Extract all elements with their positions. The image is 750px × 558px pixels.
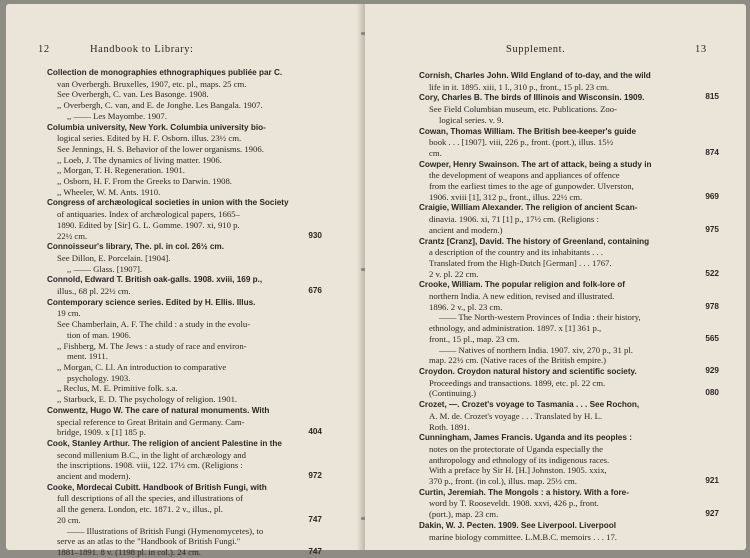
line-text: ,, —— Glass. [1907]. <box>67 263 143 274</box>
catalog-line <box>419 378 719 389</box>
entry-text-line <box>47 231 322 242</box>
catalog-line <box>47 319 322 330</box>
entry-text-line <box>419 345 719 356</box>
entry-heading-line <box>47 482 322 494</box>
line-text: 370 p., front. (in col.), illus. map. 25½ cm. <box>429 476 577 487</box>
shelf-number: 404 <box>308 427 322 437</box>
entry-text-line <box>419 258 719 269</box>
entry-text-line <box>47 308 322 319</box>
right-page <box>365 4 746 550</box>
entry-heading-line <box>47 297 322 309</box>
line-text: Cowan, Thomas William. The British bee-keeper's guide <box>419 126 637 136</box>
line-text: the development of weapons and appliances of offence <box>429 170 620 181</box>
catalog-line <box>47 176 322 187</box>
catalog-line <box>419 170 719 181</box>
entry-text-line <box>47 493 322 504</box>
catalog-line <box>47 493 322 504</box>
catalog-line <box>419 181 719 192</box>
catalog-line <box>47 241 322 253</box>
entry-text-line <box>419 148 719 159</box>
entry-text-line <box>419 104 719 115</box>
entry-text-line <box>47 209 322 220</box>
entry-text-line <box>47 253 322 264</box>
line-text: ,, Loeb, J. The dynamics of living matter. 1906. <box>57 154 222 165</box>
line-text: book . . . [1907]. viii, 226 p., front. (port.), illus. 15½ <box>429 137 614 148</box>
line-text: —— Illustrations of British Fungi (Hymenomycetes), to <box>67 525 264 536</box>
line-text: illus., 68 pl. 22½ cm. <box>57 286 131 297</box>
catalog-line <box>419 345 719 356</box>
entry-text-line <box>419 355 719 366</box>
entry-text-line <box>419 498 719 509</box>
line-text: Connold, Edward T. British oak-galls. 1908. xviii, 169 p., <box>47 275 263 285</box>
catalog-line <box>47 547 322 558</box>
entry-text-line <box>47 187 322 198</box>
left-running-title: Handbook to Library: <box>90 44 194 55</box>
right-running-title: Supplement. <box>506 44 566 55</box>
shelf-number: 874 <box>705 147 719 157</box>
line-text: ,, Starbuck, E. D. The psychology of religion. 1901. <box>57 394 238 405</box>
line-text: ,, Overbergh, C. van, and E. de Jonghe. Les Bangala. 1907. <box>57 100 263 111</box>
right-page-entries <box>419 70 719 542</box>
line-text: —— The North-western Provinces of India : their history, <box>439 312 641 323</box>
entry-text-line <box>47 362 322 373</box>
line-text: Crantz [Cranz], David. The history of Greenland, containing <box>419 236 650 246</box>
catalog-line <box>419 487 719 499</box>
entry-text-line <box>47 383 322 394</box>
catalog-line <box>47 79 322 90</box>
entry-heading-line <box>47 274 322 286</box>
shelf-number: 565 <box>705 333 719 343</box>
entry-text-line <box>419 225 719 236</box>
catalog-line <box>47 362 322 373</box>
line-text: psychology. 1903. <box>67 372 131 383</box>
line-text: Cook, Stanley Arthur. The religion of ancient Palestine in the <box>47 438 282 448</box>
line-text: ,, Morgan, C. Ll. An introduction to comparative <box>57 361 227 372</box>
catalog-line <box>419 92 719 104</box>
entry-text-line <box>419 422 719 433</box>
line-text: See Overbergh, C. van. Les Basonge. 1908. <box>57 89 209 100</box>
line-text: Columbia university, New York. Columbia university bio- <box>47 122 266 132</box>
entry-text-line <box>419 378 719 389</box>
catalog-line <box>419 70 719 82</box>
line-text: Crooke, William. The popular religion and folk-lore of <box>419 280 625 290</box>
line-text: 22½ cm. <box>57 230 88 241</box>
entry-text-line <box>47 526 322 537</box>
catalog-line <box>47 438 322 450</box>
line-text: all the genera. London, etc. 1871. 2 v., illus., pl. <box>57 504 223 515</box>
entry-text-line <box>47 417 322 428</box>
line-text: front., 15 pl., map. 23 cm. <box>429 333 520 344</box>
entry-heading-line <box>419 279 719 291</box>
entry-text-line <box>47 460 322 471</box>
catalog-line <box>47 111 322 122</box>
shelf-number: 747 <box>308 546 322 556</box>
catalog-line <box>419 104 719 115</box>
catalog-line <box>47 373 322 384</box>
entry-text-line <box>419 192 719 203</box>
line-text: See Jennings, H. S. Behavior of the lower organisms. 1906. <box>57 143 264 154</box>
catalog-line <box>47 209 322 220</box>
entry-text-line <box>419 291 719 302</box>
catalog-line <box>47 144 322 155</box>
catalog-line <box>419 432 719 444</box>
catalog-line <box>419 115 719 126</box>
entry-text-line <box>47 133 322 144</box>
catalog-line <box>47 197 322 209</box>
line-text: See Chamberlain, A. F. The child : a study in the evolu- <box>57 319 251 330</box>
catalog-line <box>419 455 719 466</box>
shelf-number: 080 <box>705 388 719 398</box>
catalog-line <box>47 100 322 111</box>
catalog-line <box>419 126 719 138</box>
line-text: With a preface by Sir H. [H.] Johnston. 1905. xxix, <box>429 465 607 476</box>
line-text: word by T. Rooseveldt. 1908. xxvi, 426 p., front. <box>429 498 599 509</box>
line-text: Crozet, —. Crozet's voyage to Tasmania . . . See Rochon, <box>419 400 640 410</box>
right-page-number: 13 <box>695 44 707 55</box>
line-text: 19 cm. <box>57 308 81 319</box>
line-text: Cornish, Charles John. Wild England of to-day, and the wild <box>419 71 651 80</box>
catalog-line <box>47 253 322 264</box>
left-page-number: 12 <box>38 44 50 55</box>
catalog-line <box>47 187 322 198</box>
line-text: Collection de monographies ethnographiques publiée par C. <box>47 68 283 77</box>
line-text: van Overbergh. Bruxelles, 1907, etc. pl., maps. 25 cm. <box>57 78 247 89</box>
catalog-line <box>47 515 322 526</box>
line-text: Craigie, William Alexander. The religion of ancient Scan- <box>419 203 638 213</box>
line-text: ,, Morgan, T. H. Regeneration. 1901. <box>57 165 185 176</box>
entry-text-line <box>47 264 322 275</box>
entry-text-line <box>47 286 322 297</box>
entry-text-line <box>47 165 322 176</box>
line-text: Cooke, Mordecai Cubitt. Handbook of British Fungi, with <box>47 482 267 492</box>
line-text: anthropology and ethnology of its indigenous races. <box>429 454 610 465</box>
catalog-line <box>419 202 719 214</box>
entry-text-line <box>419 455 719 466</box>
entry-text-line <box>47 341 322 352</box>
catalog-line <box>47 536 322 547</box>
entry-text-line <box>47 144 322 155</box>
line-text: Conwentz, Hugo W. The care of natural monuments. With <box>47 405 270 415</box>
line-text: ,, Osborn, H. F. From the Greeks to Darwin. 1908. <box>57 176 232 187</box>
line-text: ancient and modern). <box>57 471 131 482</box>
catalog-line <box>419 247 719 258</box>
line-text: a description of the country and its inhabitants . . . <box>429 247 603 258</box>
line-text: Roth. 1891. <box>429 421 470 432</box>
catalog-line <box>419 399 719 411</box>
line-text: ancient and modern.) <box>429 224 503 235</box>
catalog-line <box>419 355 719 366</box>
catalog-line <box>47 264 322 275</box>
shelf-number: 930 <box>308 230 322 240</box>
catalog-line <box>47 351 322 362</box>
catalog-line <box>419 82 719 93</box>
entry-text-line <box>47 79 322 90</box>
entry-text-line <box>47 351 322 362</box>
entry-heading-line <box>47 241 322 253</box>
catalog-line <box>47 155 322 166</box>
catalog-line <box>47 89 322 100</box>
line-text: —— Natives of northern India. 1907. xiv, 270 p., 31 pl. <box>439 344 633 355</box>
shelf-number: 978 <box>705 301 719 311</box>
catalog-line <box>419 532 719 543</box>
line-text: life in it. 1895. xiii, 1 l., 310 p., front., 15 pl. 23 cm. <box>429 81 610 92</box>
line-text: Dakin, W. J. Pecten. 1909. See Liverpool. Liverpool <box>419 520 617 530</box>
entry-text-line <box>419 465 719 476</box>
line-text: Cunningham, James Francis. Uganda and its peoples : <box>419 433 632 443</box>
line-text: ,, —— Les Mayombe. 1907. <box>67 110 167 121</box>
entry-text-line <box>47 471 322 482</box>
line-text: northern India. A new edition, revised and illustrated. <box>429 291 615 302</box>
catalog-line <box>419 148 719 159</box>
catalog-line <box>419 236 719 248</box>
entry-heading-line <box>419 432 719 444</box>
catalog-line <box>47 460 322 471</box>
line-text: bridge, 1909. x [1] 185 p. <box>57 427 146 438</box>
entry-text-line <box>419 476 719 487</box>
line-text: tion of man. 1906. <box>67 329 131 340</box>
entry-text-line <box>47 111 322 122</box>
entry-text-line <box>419 247 719 258</box>
entry-heading-line <box>47 197 322 209</box>
entry-text-line <box>419 170 719 181</box>
catalog-line <box>419 388 719 399</box>
entry-heading-line <box>47 122 322 134</box>
shelf-number: 522 <box>705 268 719 278</box>
entry-text-line <box>47 89 322 100</box>
entry-text-line <box>419 181 719 192</box>
line-text: Curtin, Jeremiah. The Mongols : a history. With a fore- <box>419 487 629 497</box>
entry-text-line <box>419 411 719 422</box>
catalog-line <box>419 476 719 487</box>
line-text: second millenium B.C., in the light of archæology and <box>57 449 246 460</box>
entry-text-line <box>419 115 719 126</box>
line-text: the inscriptions. 1908. viii, 122. 17½ cm. (Religions : <box>57 460 243 471</box>
entry-text-line <box>419 388 719 399</box>
catalog-line <box>47 297 322 309</box>
catalog-line <box>419 302 719 313</box>
line-text: ,, Wheeler, W. M. Ants. 1910. <box>57 186 161 197</box>
line-text: ment. 1911. <box>67 351 108 362</box>
entry-text-line <box>47 547 322 558</box>
entry-text-line <box>419 323 719 334</box>
catalog-line <box>419 520 719 532</box>
line-text: Congress of archæological societies in union with the Society <box>47 198 289 208</box>
catalog-line <box>47 341 322 352</box>
line-text: Contemporary science series. Edited by H. Ellis. Illus. <box>47 297 256 307</box>
catalog-line <box>419 498 719 509</box>
shelf-number: 676 <box>308 286 322 296</box>
entry-text-line <box>419 509 719 520</box>
shelf-number: 972 <box>308 471 322 481</box>
catalog-line <box>419 137 719 148</box>
shelf-number: 975 <box>705 224 719 234</box>
catalog-line <box>419 312 719 323</box>
catalog-line <box>419 411 719 422</box>
entry-heading-line <box>419 366 719 378</box>
line-text: full descriptions of all the species, and illustrations of <box>57 493 244 504</box>
catalog-line <box>419 323 719 334</box>
line-text: Proceedings and transactions. 1899, etc. pl. 22 cm. <box>429 377 606 388</box>
line-text: dinavia. 1906. xi, 71 [1] p., 17½ cm. (Religions : <box>429 214 599 225</box>
line-text: 2 v. pl. 22 cm. <box>429 268 479 279</box>
entry-heading-line <box>47 405 322 417</box>
entry-heading-line <box>419 487 719 499</box>
entry-text-line <box>419 312 719 323</box>
catalog-line <box>47 308 322 319</box>
entry-text-line <box>419 532 719 543</box>
left-page-entries <box>47 67 322 558</box>
entry-text-line <box>419 214 719 225</box>
entry-text-line <box>47 330 322 341</box>
line-text: cm. <box>429 147 442 158</box>
entry-text-line <box>419 334 719 345</box>
catalog-line <box>47 482 322 494</box>
catalog-line <box>419 291 719 302</box>
entry-text-line <box>47 515 322 526</box>
entry-heading-line <box>419 92 719 104</box>
catalog-line <box>419 465 719 476</box>
entry-text-line <box>47 427 322 438</box>
catalog-line <box>47 122 322 134</box>
shelf-number: 815 <box>705 92 719 102</box>
line-text: map. 22½ cm. (Native races of the British empire.) <box>429 355 607 366</box>
line-text: logical series. Edited by H. F. Osborn. illus. 23½ cm. <box>57 133 242 144</box>
catalog-line <box>47 450 322 461</box>
catalog-line <box>47 383 322 394</box>
catalog-line <box>47 504 322 515</box>
catalog-line <box>419 258 719 269</box>
line-text: marine biology committee. L.M.B.C. memoirs . . . 17. <box>429 531 617 542</box>
catalog-line <box>47 165 322 176</box>
shelf-number: 921 <box>705 476 719 486</box>
line-text: ethnology, and administration. 1897. x [1] 361 p., <box>429 323 602 334</box>
entry-text-line <box>419 137 719 148</box>
entry-heading-line <box>47 67 322 79</box>
line-text: ,, Fishberg, M. The Jews : a study of race and environ- <box>57 340 247 351</box>
catalog-line <box>47 427 322 438</box>
catalog-line <box>419 422 719 433</box>
catalog-line <box>419 192 719 203</box>
entry-heading-line <box>419 70 719 82</box>
catalog-line <box>47 274 322 286</box>
catalog-line <box>47 220 322 231</box>
line-text: (port.), map. 23 cm. <box>429 509 499 520</box>
line-text: ,, Reclus, M. E. Primitive folk. s.a. <box>57 383 178 394</box>
catalog-line <box>47 405 322 417</box>
catalog-line <box>47 330 322 341</box>
line-text: Connoisseur's library, The. pl. in col. 26½ cm. <box>47 242 224 252</box>
catalog-line <box>47 526 322 537</box>
line-text: Translated from the High-Dutch [German] . . . 1767. <box>429 257 612 268</box>
line-text: 1896. 2 v., pl. 23 cm. <box>429 301 503 312</box>
entry-text-line <box>47 536 322 547</box>
line-text: 20 cm. <box>57 514 81 525</box>
shelf-number: 747 <box>308 514 322 524</box>
entry-heading-line <box>47 438 322 450</box>
line-text: 1881–1891. 8 v. (1198 pl. in col.). 24 cm. <box>57 546 201 557</box>
entry-text-line <box>419 82 719 93</box>
line-text: Cowper, Henry Swainson. The art of attack, being a study in <box>419 159 652 169</box>
left-page <box>6 4 363 557</box>
catalog-line <box>419 159 719 171</box>
line-text: 1906. xviii [1], 312 p., front., illus. 22½ cm. <box>429 191 583 202</box>
catalog-line <box>419 225 719 236</box>
shelf-number: 927 <box>705 509 719 519</box>
entry-text-line <box>47 450 322 461</box>
entry-text-line <box>47 100 322 111</box>
line-text: See Field Columbian museum, etc. Publications. Zoo- <box>429 104 617 115</box>
catalog-line <box>419 279 719 291</box>
entry-heading-line <box>419 126 719 138</box>
entry-text-line <box>419 269 719 280</box>
entry-text-line <box>419 444 719 455</box>
catalog-line <box>419 509 719 520</box>
catalog-line <box>47 471 322 482</box>
entry-text-line <box>47 155 322 166</box>
catalog-line <box>47 286 322 297</box>
line-text: Cory, Charles B. The birds of Illinois and Wisconsin. 1909. <box>419 93 645 103</box>
catalog-line <box>419 444 719 455</box>
entry-heading-line <box>419 202 719 214</box>
catalog-line <box>47 231 322 242</box>
catalog-line <box>47 417 322 428</box>
entry-text-line <box>419 302 719 313</box>
entry-heading-line <box>419 520 719 532</box>
line-text: (Continuing.) <box>429 388 477 399</box>
line-text: notes on the protectorate of Uganda especially the <box>429 443 603 454</box>
line-text: logical series. v. 9. <box>439 114 504 125</box>
entry-heading-line <box>419 399 719 411</box>
catalog-line <box>419 334 719 345</box>
line-text: A. M. de. Crozet's voyage . . . Translated by H. L. <box>429 410 603 421</box>
catalog-line <box>419 269 719 280</box>
line-text: 1890. Edited by [Sir] G. L. Gomme. 1907. xi, 910 p. <box>57 219 240 230</box>
catalog-line <box>419 214 719 225</box>
catalog-line <box>47 67 322 79</box>
entry-text-line <box>47 373 322 384</box>
line-text: serve as an atlas to the "Handbook of British Fungi." <box>57 536 241 547</box>
line-text: Croydon. Croydon natural history and scientific society. <box>419 366 637 376</box>
line-text: of antiquaries. Index of archæological papers, 1665– <box>57 209 240 220</box>
line-text: from the earliest times to the age of gunpowder. Ulverston, <box>429 181 634 192</box>
entry-text-line <box>47 319 322 330</box>
line-text: See Dillon, E. Porcelain. [1904]. <box>57 252 171 263</box>
entry-text-line <box>47 504 322 515</box>
shelf-number: 969 <box>705 191 719 201</box>
entry-text-line <box>47 220 322 231</box>
shelf-number: 929 <box>705 365 719 375</box>
entry-heading-line <box>419 236 719 248</box>
entry-heading-line <box>419 159 719 171</box>
entry-text-line <box>47 394 322 405</box>
catalog-line <box>47 394 322 405</box>
entry-text-line <box>47 176 322 187</box>
line-text: special reference to Great Britain and Germany. Cam- <box>57 416 245 427</box>
catalog-line <box>419 366 719 378</box>
catalog-line <box>47 133 322 144</box>
